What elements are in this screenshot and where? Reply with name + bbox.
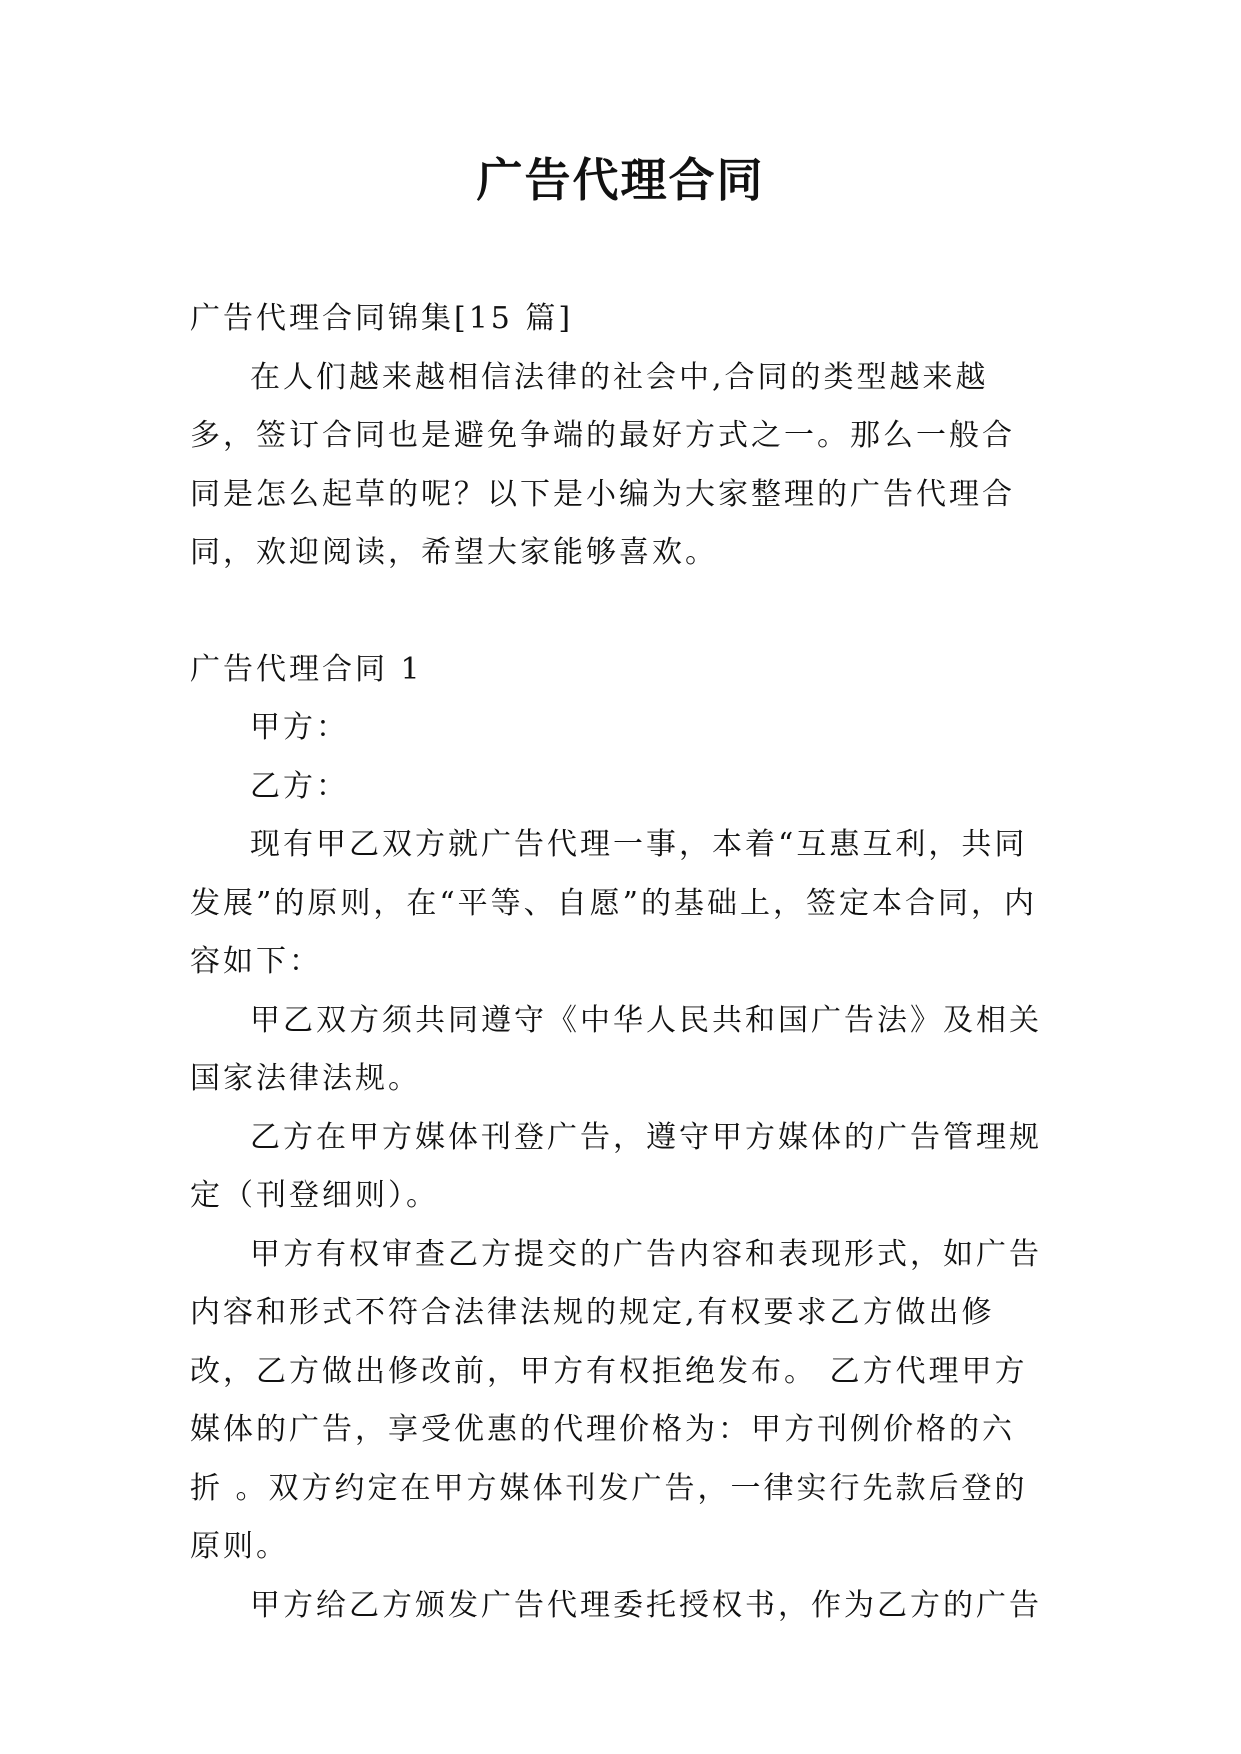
- document-title: 广告代理合同: [476, 153, 765, 207]
- contract-paragraph: 乙方在甲方媒体刊登广告，遵守甲方媒体的广告管理规定（刊登细则）。: [190, 1119, 1042, 1213]
- contract-paragraph: 甲方有权审查乙方提交的广告内容和表现形式，如广告内容和形式不符合法律法规的规定,有权要求乙方做出修改，乙方做出修改前，甲方有权拒绝发布。 乙方代理甲方媒体的广告，享受优惠的代理价格为：甲方刊例价格的六折 。双方约定在甲方媒体刊发广告，一律实行先款后登的原则。: [190, 1236, 1042, 1564]
- contract-paragraph: 甲方给乙方颁发广告代理委托授权书，作为乙方的广告: [250, 1587, 1042, 1623]
- contract-paragraph: 现有甲乙双方就广告代理一事，本着“互惠互利，共同发展”的原则，在“平等、自愿”的基础上，签定本合同，内容如下：: [190, 827, 1038, 979]
- contract-paragraph: 甲乙双方须共同遵守《中华人民共和国广告法》及相关国家法律法规。: [190, 1002, 1042, 1096]
- document-body: [190, 290, 1045, 1635]
- intro-paragraph: 在人们越来越相信法律的社会中,合同的类型越来越多，签订合同也是避免争端的最好方式之一。那么一般合同是怎么起草的呢？以下是小编为大家整理的广告代理合同，欢迎阅读，希望大家能够喜欢。: [190, 359, 1015, 570]
- party-b-label: 乙方：: [250, 768, 349, 804]
- section-heading: 广告代理合同 1: [190, 651, 423, 687]
- document-subtitle: 广告代理合同锦集[15 篇]: [190, 301, 574, 336]
- party-a-label: 甲方：: [250, 710, 349, 745]
